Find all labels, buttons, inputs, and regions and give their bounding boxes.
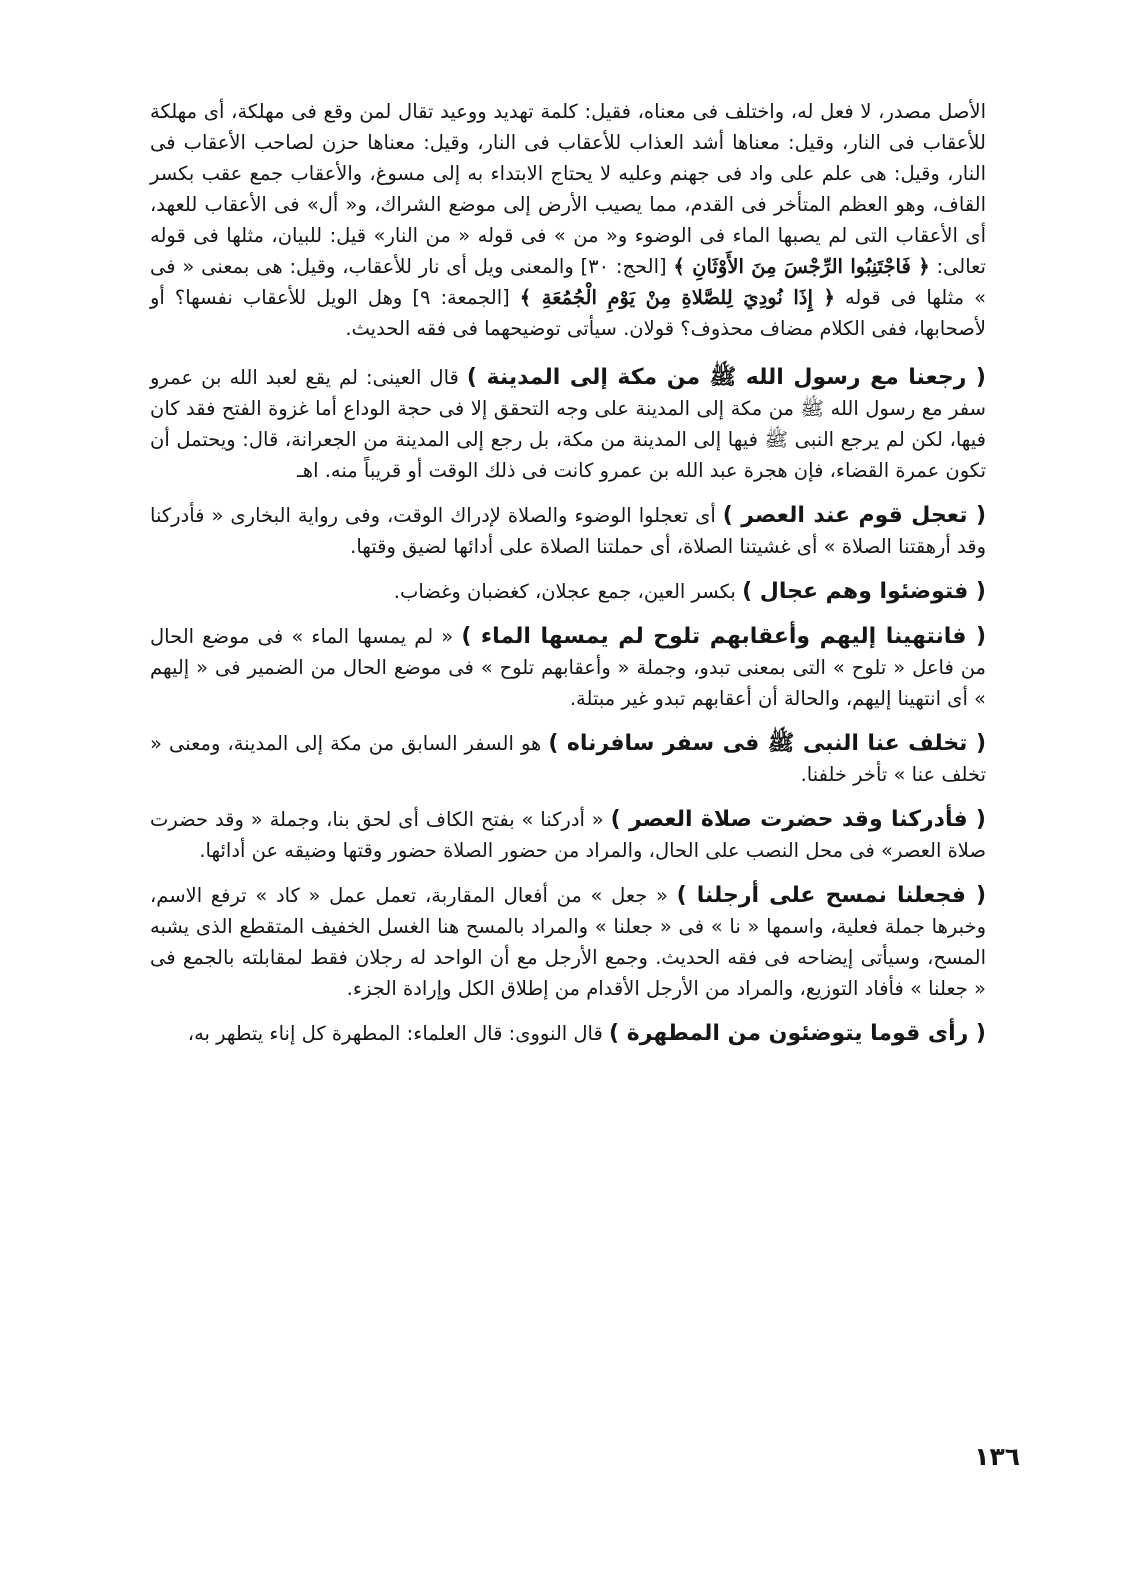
commentary-text: هو السفر السابق من مكة إلى المدينة، ومعنى « تخلف عنا » تأخر خلفنا. [150, 732, 986, 786]
commentary-text: بكسر العين، جمع عجلان، كغضبان وغضاب. [393, 580, 736, 603]
paragraph-hasten-asr [150, 500, 986, 562]
hadith-phrase-heading: ( فأدركنا وقد حضرت صلاة العصر ) [610, 807, 986, 832]
intro-text-end: [الجمعة: ٩] وهل الويل للأعقاب نفسها؟ أو لأصحابها، ففى الكلام مضاف محذوف؟ قولان. سيأتى توضيحهما فى فقه الحديث. [150, 286, 986, 340]
commentary-text: « أدركنا » بفتح الكاف أى لحق بنا، وجملة « وقد حضرت صلاة العصر» فى محل النصب على الحال، والمراد من حضور الصلاة حضور وقتها وضيقه عن أدائها. [150, 808, 986, 862]
quran-quote-jumuah: ﴿ إِذَا نُودِيَ لِلصَّلاةِ مِنْ يَوْمِ الْجُمُعَةِ ﴾ [519, 286, 835, 309]
commentary-text: أى تعجلوا الوضوء والصلاة لإدراك الوقت، وفى رواية البخارى « فأدركنا وقد أرهقتنا الصلاة » أى غشيتنا الصلاة، أى حملتنا الصلاة على أدائها لضيق وقتها. [150, 504, 986, 558]
paragraph-intro [150, 96, 986, 344]
hadith-phrase-heading: ( رجعنا مع رسول الله ﷺ من مكة إلى المدينة ) [466, 365, 986, 390]
intro-text-middle: [الحج: ٣٠] والمعنى ويل أى نار للأعقاب، وقيل: هى بمعنى « فى » مثلها فى قوله [150, 255, 986, 309]
page-body [150, 96, 986, 1063]
page-number: ١٣٦ [974, 1442, 1020, 1471]
quran-quote-hajj: ﴿ فَاجْتَنِبُوا الرِّجْسَ مِنَ الأَوْثَانِ ﴾ [673, 255, 930, 278]
hadith-phrase-heading: ( فتوضئوا وهم عجال ) [742, 579, 986, 604]
paragraph-heels-dry [150, 621, 986, 714]
intro-text-start: الأصل مصدر، لا فعل له، واختلف فى معناه، فقيل: كلمة تهديد ووعيد تقال لمن وقع فى مهلكة، أى مهلكة للأعقاب فى النار، وقيل: معناها أشد العذاب للأعقاب فى النار، وقيل: معناها حزن لصاحب الأعقاب فى النار، وقيل: هى علم على واد فى جهنم وعليه لا يحتاج الابتداء به إلى مسوغ، والأعقاب جمع عقب بكسر القاف، وهو العظم المتأخر فى القدم، مما يصيب الأرض إلى موضع الشراك، و« أل» فى الأعقاب للعهد، أى الأعقاب التى لم يصبها الماء فى الوضوء و« من » فى قوله « من النار» قيل: للبيان، مثلها فى قوله تعالى: [150, 100, 986, 278]
commentary-text: قال العينى: لم يقع لعبد الله بن عمرو سفر مع رسول الله ﷺ من مكة إلى المدينة على وجه التحقق إلا فى حجة الوداع أما غزوة الفتح فقد كان فيها، لكن لم يرجع النبى ﷺ فيها إلى المدينة من مكة، بل رجع إلى المدينة من الجعرانة، قال: ويحتمل أن تكون عمرة القضاء، فإن هجرة عبد الله بن عمرو كانت فى ذلك الوقت أو قريباً منه. اهـ [150, 366, 986, 482]
hadith-phrase-heading: ( تعجل قوم عند العصر ) [722, 503, 986, 528]
paragraph-hurried-ablution [150, 576, 986, 607]
paragraph-asr-arrived [150, 804, 986, 866]
hadith-phrase-heading: ( رأى قوما يتوضئون من المطهرة ) [609, 1021, 986, 1046]
commentary-text: قال النووى: قال العلماء: المطهرة كل إناء يتطهر به، [187, 1022, 603, 1045]
hadith-phrase-heading: ( فجعلنا نمسح على أرجلنا ) [676, 883, 987, 908]
paragraph-prophet-stayed-behind [150, 728, 986, 790]
paragraph-mathara [150, 1018, 986, 1049]
hadith-phrase-heading: ( فانتهينا إليهم وأعقابهم تلوح لم يمسها الماء ) [461, 624, 986, 649]
hadith-phrase-heading: ( تخلف عنا النبى ﷺ فى سفر سافرناه ) [548, 731, 987, 756]
commentary-text: « جعل » من أفعال المقاربة، تعمل عمل « كاد » ترفع الاسم، وخبرها جملة فعلية، واسمها « نا » فى « جعلنا » والمراد بالمسح هنا الغسل الخفيف المتقطع الذى يشبه المسح، وسيأتى إيضاحه فى فقه الحديث. وجمع الأرجل مع أن الواحد له رجلان فقط لمقابلته بالجمع فى « جعلنا » فأفاد التوزيع، والمراد من الأرجل الأقدام من إطلاق الكل وإرادة الجزء. [150, 884, 986, 1000]
commentary-text: « لم يمسها الماء » فى موضع الحال من فاعل « تلوح » التى بمعنى تبدو، وجملة « وأعقابهم تلوح » فى موضع الحال من الضمير فى « إليهم » أى انتهينا إليهم، والحالة أن أعقابهم تبدو غير مبتلة. [150, 625, 986, 710]
paragraph-wiping-feet [150, 880, 986, 1004]
paragraph-return-from-mecca [150, 362, 986, 486]
